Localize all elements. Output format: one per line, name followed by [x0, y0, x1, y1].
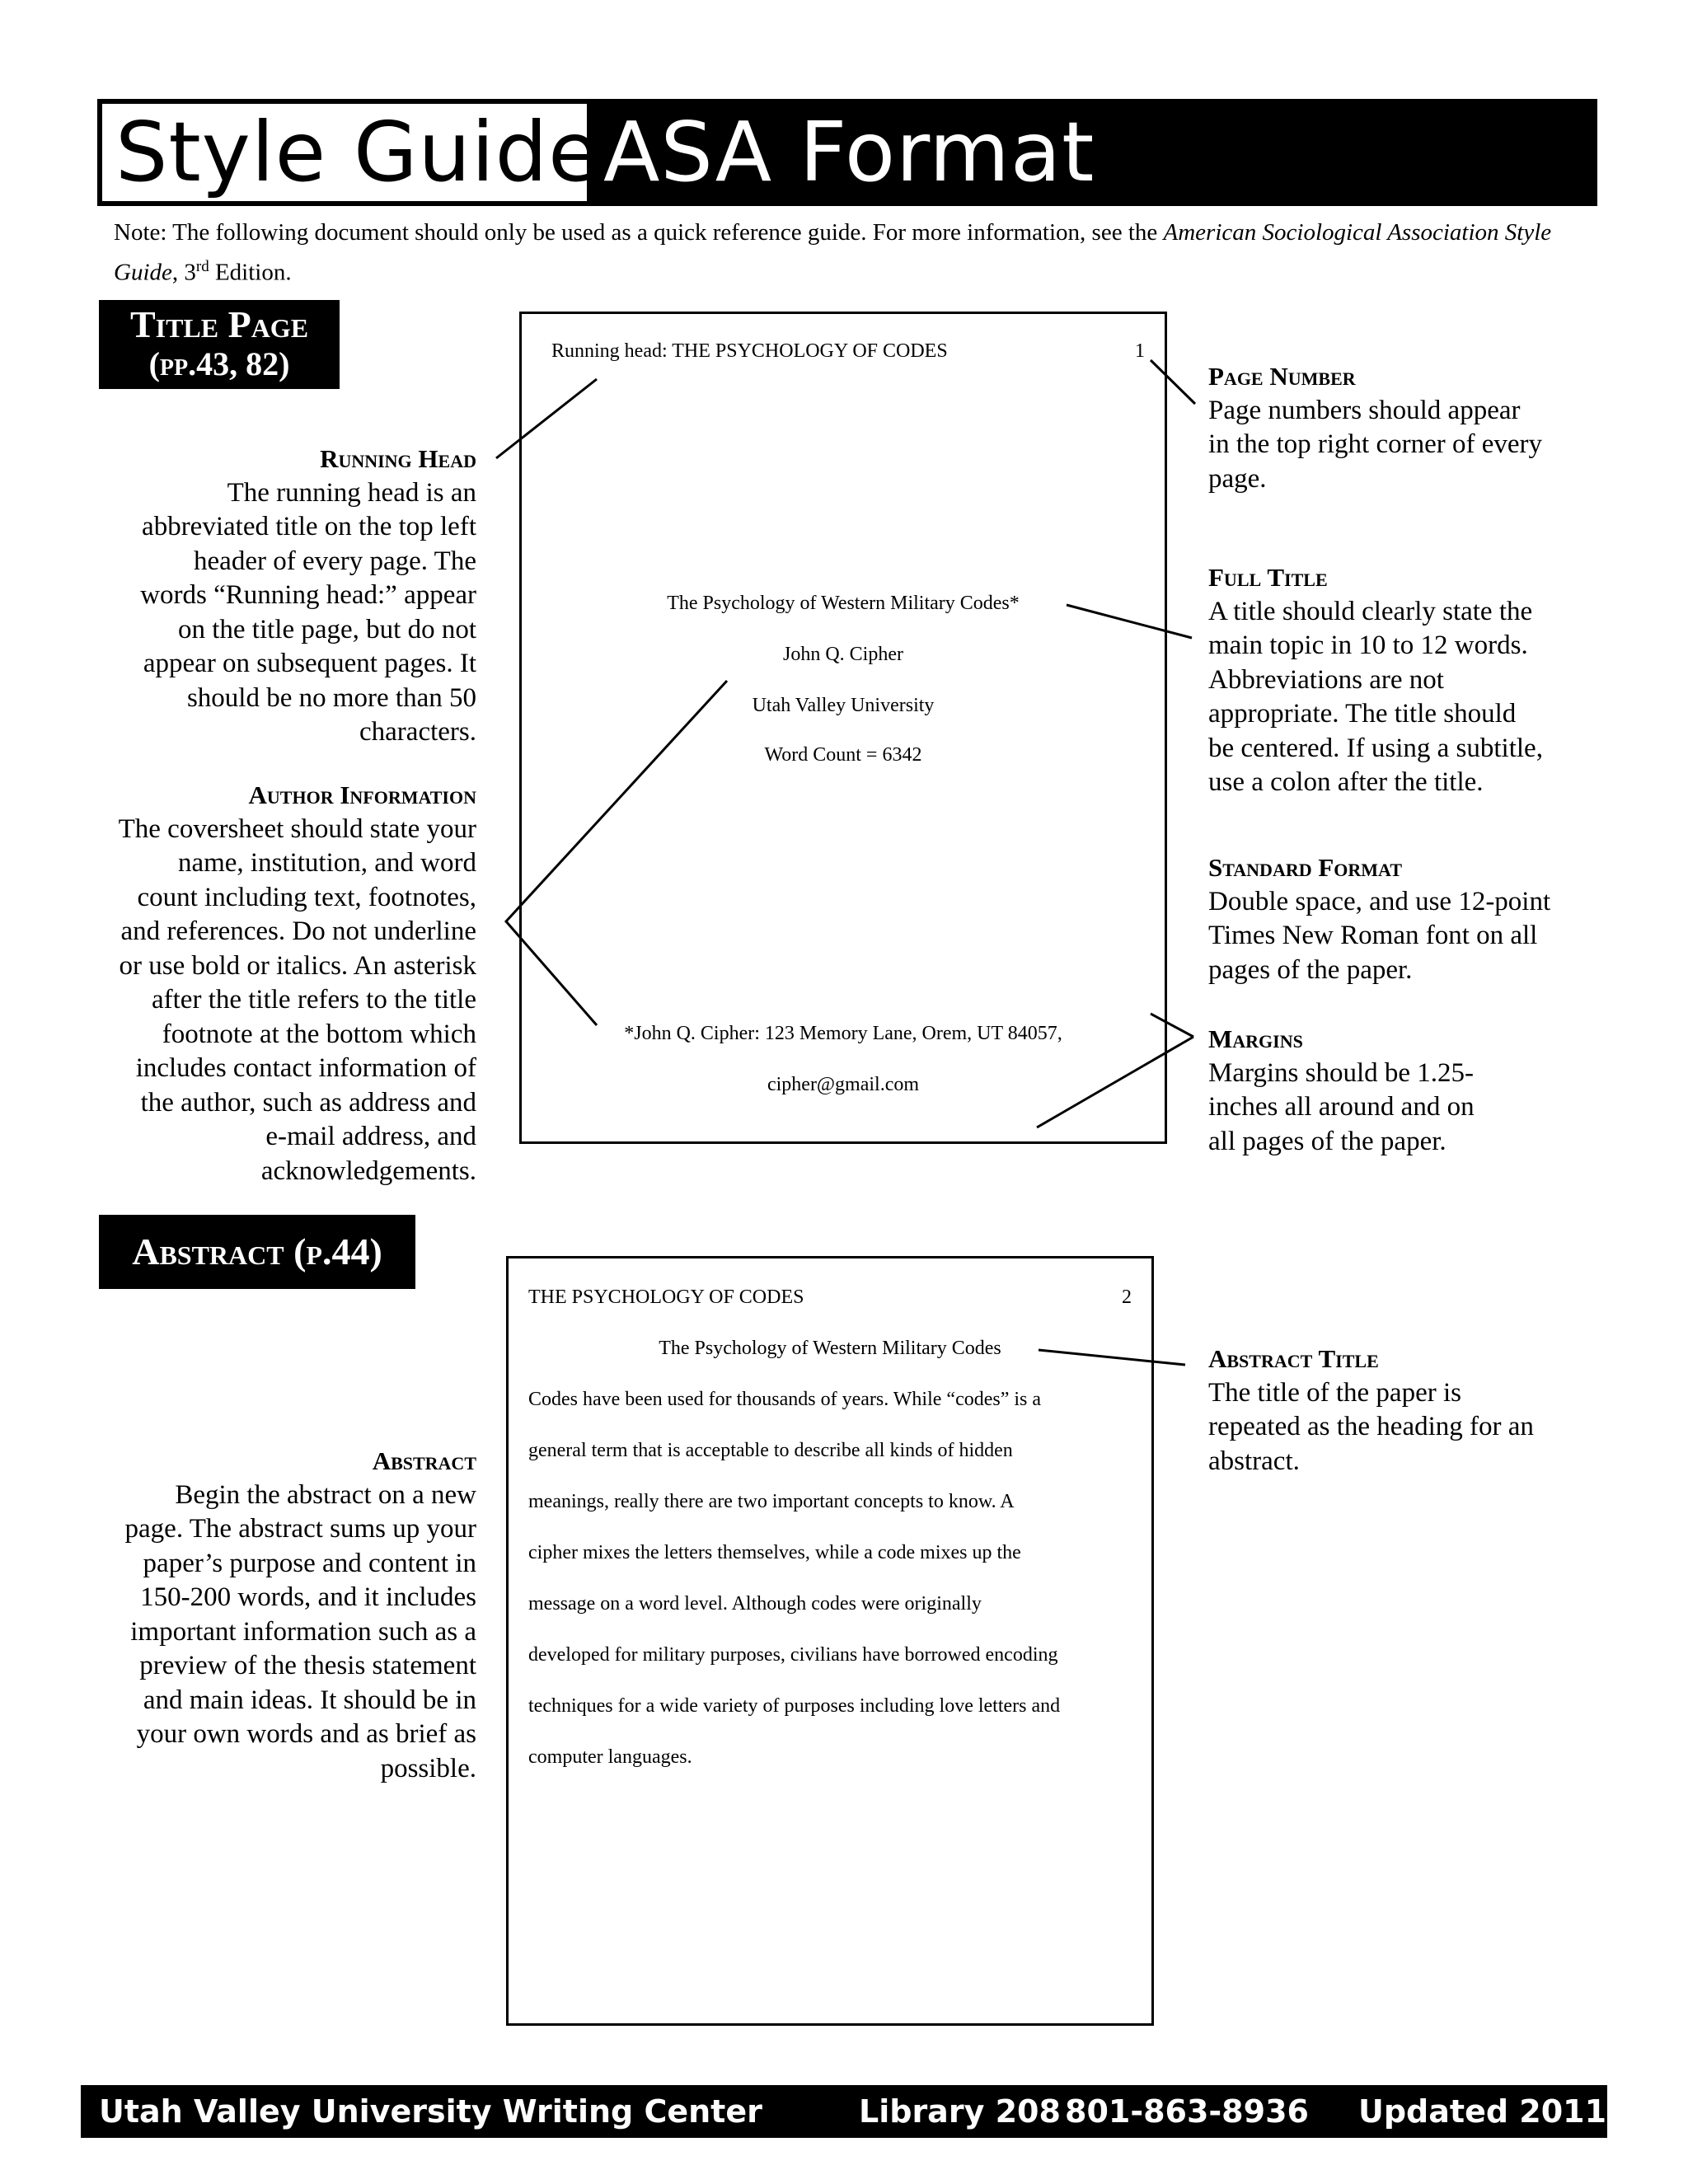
abstract-desc-line: Begin the abstract on a new — [175, 1479, 476, 1510]
abstract-title-description — [1208, 1342, 1653, 1479]
author-info-line: name, institution, and word — [177, 848, 476, 878]
sample-abstract-line: Codes have been used for thousands of years. While “codes” is a — [528, 1389, 1042, 1410]
footer-location: Library 208 — [859, 2093, 1061, 2130]
full-title-line: be centered. If using a subtitle, — [1208, 733, 1543, 763]
standard-format-description — [1208, 851, 1653, 987]
full-title-description — [1208, 560, 1670, 800]
author-info-line: after the title refers to the title — [152, 985, 476, 1015]
sample-institution: Utah Valley University — [752, 695, 935, 716]
abstract-desc-line: possible. — [380, 1753, 476, 1783]
title-page-label: Title Page — [129, 303, 309, 345]
sample-abstract-line: developed for military purposes, civilians have borrowed encoding — [528, 1644, 1058, 1666]
author-info-line: and references. Do not underline — [120, 916, 476, 946]
sample-abstract-line: general term that is acceptable to describe all kinds of hidden — [528, 1440, 1013, 1461]
running-head-line: appear on subsequent pages. It — [143, 649, 476, 678]
full-title-line: A title should clearly state the — [1208, 596, 1533, 626]
author-info-line: The coversheet should state your — [118, 813, 476, 844]
sample-abstract-running-head: THE PSYCHOLOGY OF CODES — [528, 1286, 804, 1308]
full-title-heading: Full Title — [1208, 563, 1328, 592]
author-information-text — [58, 813, 476, 1189]
header-style-guides: Style Guides — [102, 104, 587, 201]
running-head-line: on the title page, but do not — [177, 614, 476, 644]
author-info-line: e-mail address, and — [265, 1122, 476, 1151]
page-number-line: in the top right corner of every — [1208, 429, 1543, 459]
running-head-line: should be no more than 50 — [186, 682, 476, 713]
margins-description — [1208, 1022, 1653, 1159]
abstract-title-line: abstract. — [1208, 1446, 1300, 1476]
sample-author: John Q. Cipher — [783, 644, 903, 665]
abstract-heading: Abstract — [372, 1446, 476, 1475]
margins-line: Margins should be 1.25- — [1208, 1057, 1475, 1088]
sample-abstract-page — [506, 1256, 1154, 2026]
sample-abstract-line: computer languages. — [528, 1746, 692, 1768]
running-head-line: The running head is an — [227, 477, 476, 508]
title-page-section-label — [99, 300, 340, 389]
sample-running-head: Running head: THE PSYCHOLOGY OF CODES — [551, 340, 948, 362]
standard-format-line: Double space, and use 12-point — [1208, 886, 1551, 916]
abstract-desc-line: important information such as a — [130, 1616, 476, 1647]
running-head-text — [58, 476, 476, 750]
sample-footnote-address: *John Q. Cipher: 123 Memory Lane, Orem, UT 84057, — [624, 1023, 1062, 1044]
sample-abstract-line: message on a word level. Although codes were originally — [528, 1593, 982, 1615]
reference-note — [114, 216, 1589, 290]
sample-title-page — [519, 312, 1167, 1144]
margins-line: all pages of the paper. — [1208, 1126, 1447, 1156]
page-number-line: page. — [1208, 463, 1267, 494]
abstract-desc-line: page. The abstract sums up your — [124, 1514, 476, 1544]
sample-abstract-line: cipher mixes the letters themselves, while a code mixes up the — [528, 1542, 1021, 1563]
full-title-line: use a colon after the title. — [1208, 767, 1484, 797]
abstract-title-heading: Abstract Title — [1208, 1344, 1379, 1373]
full-title-line: appropriate. The title should — [1208, 699, 1517, 729]
standard-format-heading: Standard Format — [1208, 853, 1402, 882]
author-info-line: footnote at the bottom which — [162, 1019, 476, 1049]
abstract-title-line: The title of the paper is — [1208, 1377, 1461, 1408]
note-edition-suffix: rd — [195, 258, 209, 275]
page-number-description — [1208, 359, 1653, 496]
author-info-line: count including text, footnotes, — [137, 882, 476, 912]
author-info-line: includes contact information of — [135, 1053, 476, 1083]
title-page-pages: (pp.43, 82) — [148, 345, 290, 382]
abstract-desc-line: and main ideas. It should be in — [143, 1685, 476, 1715]
note-prefix: Note: The following document should only be used as a quick reference guide. For more information, see the — [114, 219, 1164, 246]
running-head-line: abbreviated title on the top left — [142, 512, 476, 541]
full-title-line: main topic in 10 to 12 words. — [1208, 630, 1528, 660]
author-info-line: the author, such as address and — [140, 1087, 476, 1118]
standard-format-line: Times New Roman font on all — [1208, 921, 1538, 950]
sample-word-count: Word Count = 6342 — [764, 744, 922, 766]
abstract-section-label: Abstract (p.44) — [99, 1215, 415, 1289]
full-title-line: Abbreviations are not — [1208, 664, 1444, 695]
running-head-description — [58, 442, 476, 750]
footer-center-name: Utah Valley University Writing Center — [99, 2093, 762, 2130]
abstract-desc-line: your own words and as brief as — [136, 1719, 476, 1749]
sample-abstract-line: meanings, really there are two important concepts to know. A — [528, 1491, 1015, 1512]
sample-abstract-line: techniques for a wide variety of purposes including love letters and — [528, 1695, 1061, 1717]
page-number-line: Page numbers should appear — [1208, 395, 1521, 425]
sample-page-number: 1 — [1135, 340, 1145, 362]
footer-bar — [81, 2085, 1607, 2138]
footer-updated: Updated 2011 — [1358, 2093, 1607, 2130]
sample-footnote-email: cipher@gmail.com — [767, 1074, 920, 1095]
author-information-description — [58, 778, 476, 1188]
abstract-description — [58, 1444, 476, 1786]
sample-abstract-page-number: 2 — [1122, 1286, 1132, 1308]
note-edition-number: , 3 — [171, 259, 196, 286]
header-asa-format: ASA Format — [603, 104, 1095, 200]
note-source-title: American Sociological Association Style Guide — [114, 219, 1552, 286]
author-info-line: acknowledgements. — [260, 1155, 476, 1186]
author-info-line: or use bold or italics. An asterisk — [119, 950, 476, 981]
margins-line: inches all around and on — [1208, 1092, 1475, 1122]
margins-heading: Margins — [1208, 1024, 1303, 1053]
running-head-line: header of every page. The — [194, 546, 476, 576]
page-number-heading: Page Number — [1208, 362, 1356, 391]
abstract-desc-line: 150-200 words, and it includes — [140, 1582, 476, 1612]
running-head-line: words “Running head:” appear — [140, 580, 476, 610]
standard-format-line: pages of the paper. — [1208, 954, 1413, 985]
header-banner — [97, 99, 1597, 206]
abstract-title-line: repeated as the heading for an — [1208, 1412, 1534, 1441]
sample-full-title: The Psychology of Western Military Codes* — [667, 593, 1020, 614]
running-head-heading: Running Head — [320, 444, 476, 473]
abstract-desc-line: preview of the thesis statement — [139, 1651, 476, 1680]
sample-abstract-title: The Psychology of Western Military Codes — [659, 1338, 1001, 1359]
author-information-heading: Author Information — [248, 780, 476, 809]
note-edition-word: Edition. — [209, 259, 292, 286]
footer-phone: 801-863-8936 — [1065, 2093, 1309, 2130]
abstract-desc-line: paper’s purpose and content in — [143, 1548, 476, 1578]
running-head-line: characters. — [359, 717, 476, 747]
